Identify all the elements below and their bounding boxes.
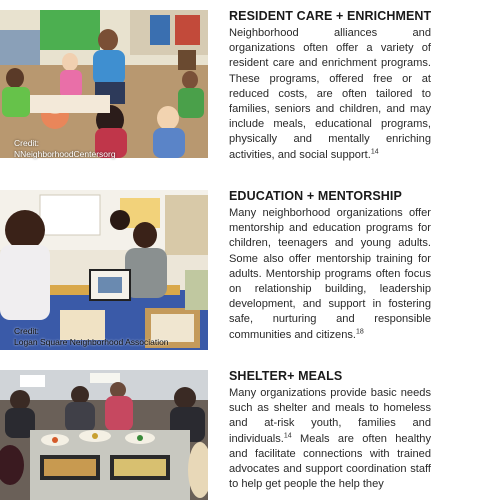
section-body	[229, 206, 431, 343]
section-title: EDUCATION + MENTORSHIP	[229, 189, 402, 203]
credit-source: NNeighborhoodCentersorg	[14, 149, 116, 159]
section-title: SHELTER+ MEALS	[229, 369, 343, 383]
photo-credit-1	[14, 138, 116, 160]
section-body	[229, 26, 431, 163]
body-text: Neighborhood alliances and organizations often offer a variety of resident care and enrichment programs. These programs, offered free or at reduced costs, are often tailored to families, seniors and children, and may include meals, educational programs, physically and mentally enriching activities, and social support.	[229, 27, 431, 161]
footnote-marker: 18	[356, 327, 364, 335]
section-body	[229, 386, 431, 492]
footnote-marker: 14	[283, 431, 292, 439]
body-text-continued: Meals are often healthy and facilitate connections with trained advocates and support coordination staff to help get people the help they	[229, 432, 431, 491]
section-education-mentorship	[229, 189, 431, 343]
section-resident-care	[229, 9, 431, 163]
photo-children-reading	[0, 10, 208, 158]
photo-community-meal	[0, 370, 208, 500]
section-shelter-meals	[229, 369, 431, 492]
section-title: RESIDENT CARE + ENRICHMENT	[229, 9, 432, 23]
credit-label: Credit:	[14, 326, 40, 336]
footnote-marker: 14	[370, 147, 379, 155]
body-text: Many organizations provide basic needs such as shelter and meals to homeless and at-risk youth, families and individuals.	[229, 387, 431, 445]
credit-label: Credit:	[14, 138, 40, 148]
photo-credit-2	[14, 326, 169, 348]
body-text: Many neighborhood organizations offer mentorship and education programs for children, teenagers and young adults. Some also offer mentorship training for adults. Mentorship programs often focus on relationship building, leadership development, and support in fostering safe, nurturing and responsible communities and citizens.	[229, 207, 431, 341]
credit-source: Logan Square Neighborhood Association	[14, 337, 169, 347]
